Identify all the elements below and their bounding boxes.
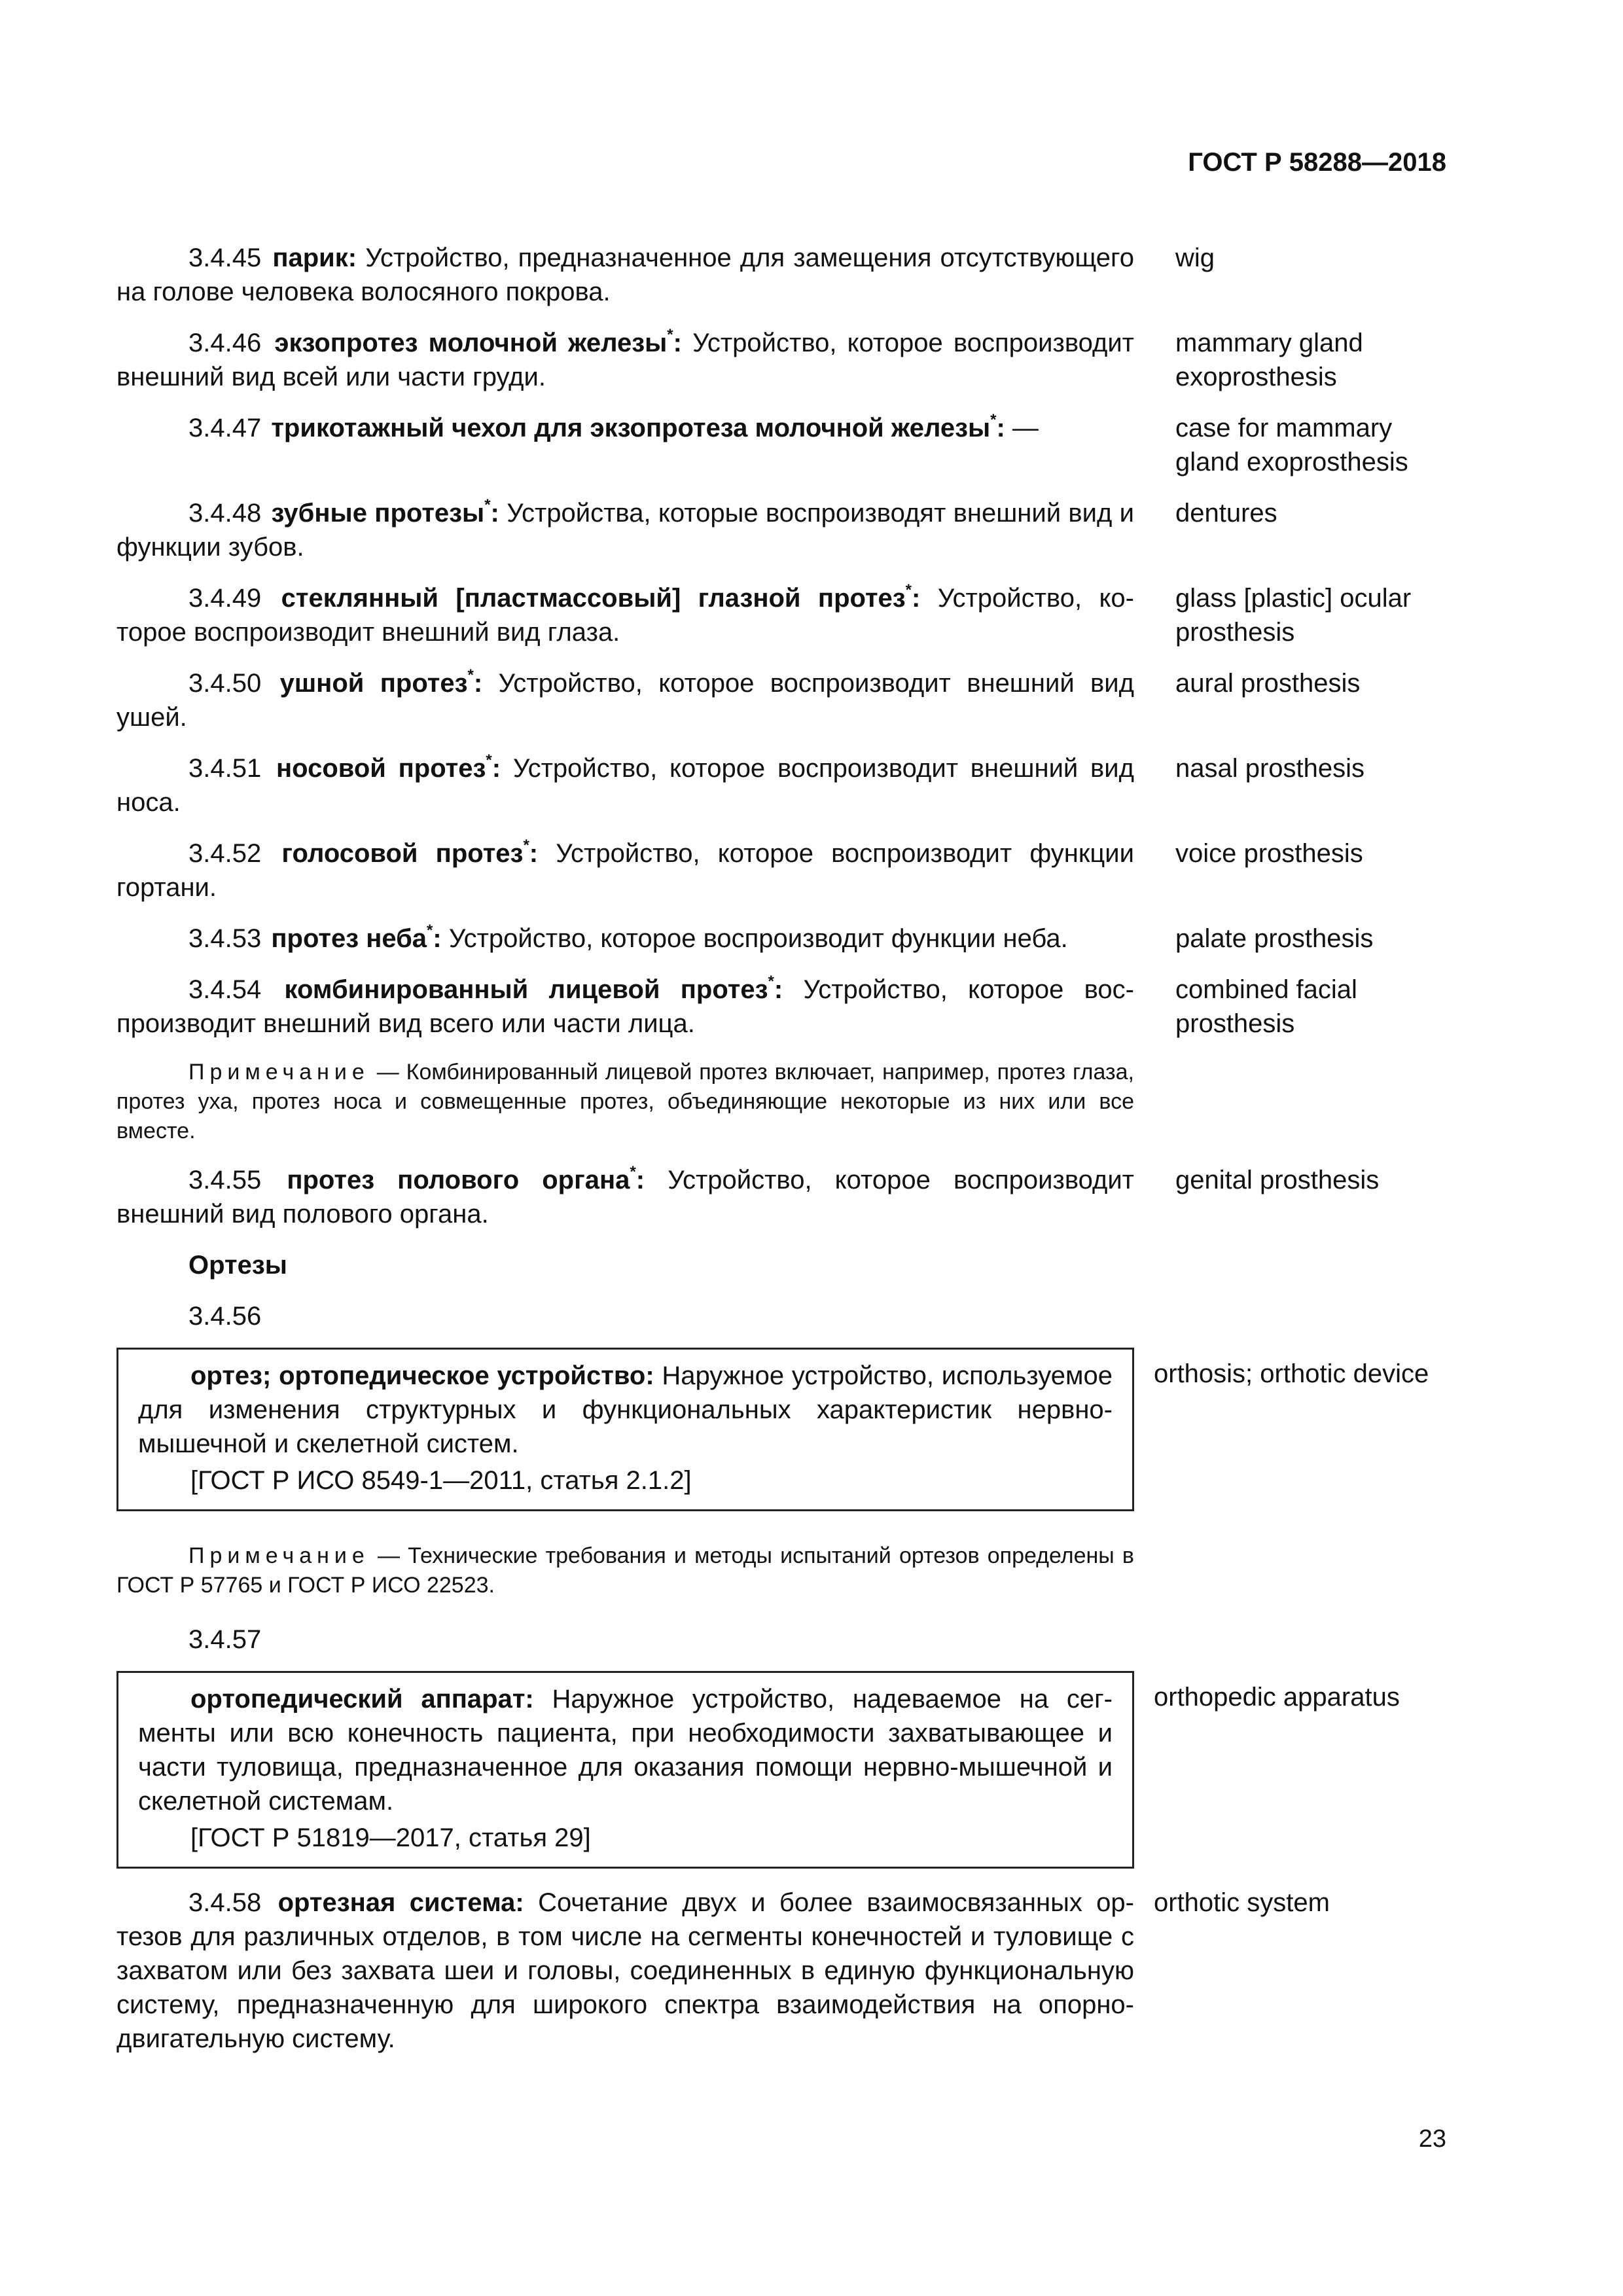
term-text: Устройство, которое воспроизводит внешний вид носа.: [116, 754, 1134, 817]
term-text: Устройство, которое воспроизводит внешний вид глаза.: [116, 584, 1134, 647]
term-text: Устройство, которое воспроизводит функции гортани.: [116, 839, 1134, 902]
term-name: зубные протезы*:: [271, 496, 499, 528]
term-number: 3.4.53: [188, 924, 262, 953]
page-number: 23: [1418, 2125, 1446, 2153]
term-name: ортез; ортопедическое устройство:: [190, 1361, 654, 1390]
term-entry: [116, 751, 1491, 819]
english-equivalent: orthotic system: [1154, 1888, 1330, 1917]
term-definition: [138, 1682, 1113, 1818]
term-number: 3.4.51: [188, 754, 262, 783]
term-entry: [116, 666, 1491, 734]
boxed-definition: [116, 1348, 1134, 1511]
term-definition: [116, 1886, 1134, 2056]
note-text: — Технические требования и методы испытаний ортезов определены в ГОСТ Р 57765 и ГОСТ Р ИСО 22523.: [116, 1543, 1134, 1598]
english-equivalent: voice prosthesis: [1175, 839, 1363, 868]
term-definition: [116, 496, 1134, 564]
note-label: Примечание: [188, 1543, 370, 1568]
term-entry: [116, 973, 1491, 1041]
term-name: носовой протез*:: [276, 751, 501, 783]
term-definition: [116, 411, 1134, 445]
term-entry: [116, 411, 1491, 479]
document-id-header: ГОСТ Р 58288—2018: [1188, 148, 1446, 177]
term-text: Сочетание двух и более взаимосвязанных ортезов для различных отделов, в том числе на сегменты конечностей и туловище с захватом или без захвата шеи и головы, соединенных в единую функциональную систему, предназначенную для широкого спектра взаимодействия на опорно-двигательную систему.: [116, 1888, 1134, 2053]
note-combined-facial: [116, 1058, 1134, 1146]
source-reference: [ГОСТ Р ИСО 8549-1—2011, статья 2.1.2]: [190, 1466, 692, 1495]
note-orthoses-requirements: [116, 1541, 1134, 1600]
term-entries-list: [116, 241, 1491, 1041]
term-definition: [138, 1359, 1113, 1461]
term-name: протез неба*:: [271, 922, 442, 953]
term-number-3-4-56: 3.4.56: [188, 1302, 262, 1331]
term-text: Устройство, которое воспроизводит функции неба.: [441, 924, 1068, 953]
term-number: 3.4.52: [188, 839, 262, 868]
term-name: экзопротез молочной железы*:: [274, 326, 682, 357]
term-definition: [116, 581, 1134, 649]
english-equivalent: dentures: [1175, 499, 1277, 528]
term-text: Устройства, которые воспроизводят внешний вид и функции зубов.: [116, 499, 1134, 562]
term-name: парик:: [272, 243, 357, 272]
section-heading-orthoses: Ортезы: [188, 1251, 287, 1280]
term-text: —: [1005, 414, 1039, 442]
term-entry: [116, 922, 1491, 956]
term-text: Устройство, которое воспроизводит внешний вид всего или части лица.: [116, 975, 1134, 1038]
document-body: [116, 241, 1491, 2073]
english-equivalent: genital prosthesis: [1175, 1166, 1380, 1194]
term-name: ортопедический аппарат:: [190, 1685, 534, 1713]
english-equivalent: combined facial prosthesis: [1175, 975, 1357, 1038]
english-equivalent: aural prosthesis: [1175, 669, 1361, 698]
english-equivalent: glass [plastic] ocular prosthesis: [1175, 584, 1412, 647]
term-definition: [116, 973, 1134, 1041]
term-name: стеклянный [пластмассовый] глазной протез*:: [281, 581, 921, 613]
term-entry-3-4-56: [116, 1348, 1491, 1511]
term-text: Устройство, которое воспроизводит внешний вид ушей.: [116, 669, 1134, 732]
term-definition: [116, 922, 1134, 956]
term-text: Устройство, предназначенное для замещения отсутствующего на голове человека волосяного покрова.: [116, 243, 1134, 306]
term-entry: [116, 496, 1491, 564]
term-definition: [116, 241, 1134, 309]
term-number: 3.4.46: [188, 329, 262, 357]
note-label: Примечание: [188, 1060, 370, 1085]
term-name: ортезная система:: [277, 1888, 524, 1917]
term-number-3-4-57: 3.4.57: [188, 1625, 262, 1654]
term-entry: [116, 581, 1491, 649]
term-name: ушной протез*:: [279, 666, 483, 698]
term-text: Устройство, которое воспроизводит внешний вид всей или части груди.: [116, 329, 1134, 391]
term-number: 3.4.58: [188, 1888, 262, 1917]
english-equivalent: nasal prosthesis: [1175, 754, 1365, 783]
term-name: трикотажный чехол для экзопротеза молочной железы*:: [271, 411, 1005, 442]
source-reference: [ГОСТ Р 51819—2017, статья 29]: [190, 1823, 591, 1852]
term-name: протез полового органа*:: [287, 1163, 645, 1194]
term-entry: [116, 241, 1491, 309]
term-number: 3.4.55: [188, 1166, 262, 1194]
term-number: 3.4.45: [188, 243, 262, 272]
term-number: 3.4.49: [188, 584, 262, 613]
english-equivalent: orthosis; orthotic device: [1154, 1359, 1429, 1388]
english-equivalent: wig: [1175, 243, 1215, 272]
term-definition: [116, 326, 1134, 394]
term-number: 3.4.50: [188, 669, 262, 698]
note-text: — Комбинированный лицевой протез включает, например, протез глаза, протез уха, протез носа и совмещенные протез, объединяющие некоторые из них или все вместе.: [116, 1060, 1134, 1143]
term-entry-3-4-58: [116, 1886, 1491, 2056]
term-name: голосовой протез*:: [281, 836, 539, 868]
boxed-definition: [116, 1671, 1134, 1869]
term-number: 3.4.47: [188, 414, 262, 442]
term-number: 3.4.54: [188, 975, 262, 1004]
english-equivalent: mammary gland exoprosthesis: [1175, 329, 1363, 391]
term-definition: [116, 751, 1134, 819]
term-definition: [116, 666, 1134, 734]
english-equivalent: case for mammary gland exoprosthesis: [1175, 414, 1408, 476]
term-name: комбинированный лицевой протез*:: [284, 973, 783, 1004]
term-definition: [116, 836, 1134, 905]
term-entry: [116, 836, 1491, 905]
term-entry: [116, 326, 1491, 394]
term-definition: [116, 1163, 1134, 1231]
term-number: 3.4.48: [188, 499, 262, 528]
term-text: Наружное устройство, надеваемое на сегменты или всю конечность пациента, при необходимости захватывающее и части туловища, предназначенное для оказания помощи нервно-мышечной и скелетной системам.: [138, 1685, 1113, 1816]
term-entry-3-4-55: [116, 1163, 1491, 1231]
term-entry-3-4-57: [116, 1671, 1491, 1869]
term-text: Наружное устройство, используемое для изменения структурных и функциональных характеристик нервно-мышечной и скелетной систем.: [138, 1361, 1113, 1458]
term-text: Устройство, которое воспроизводит внешний вид полового органа.: [116, 1166, 1134, 1229]
english-equivalent: palate prosthesis: [1175, 924, 1374, 953]
english-equivalent: orthopedic apparatus: [1154, 1683, 1400, 1712]
